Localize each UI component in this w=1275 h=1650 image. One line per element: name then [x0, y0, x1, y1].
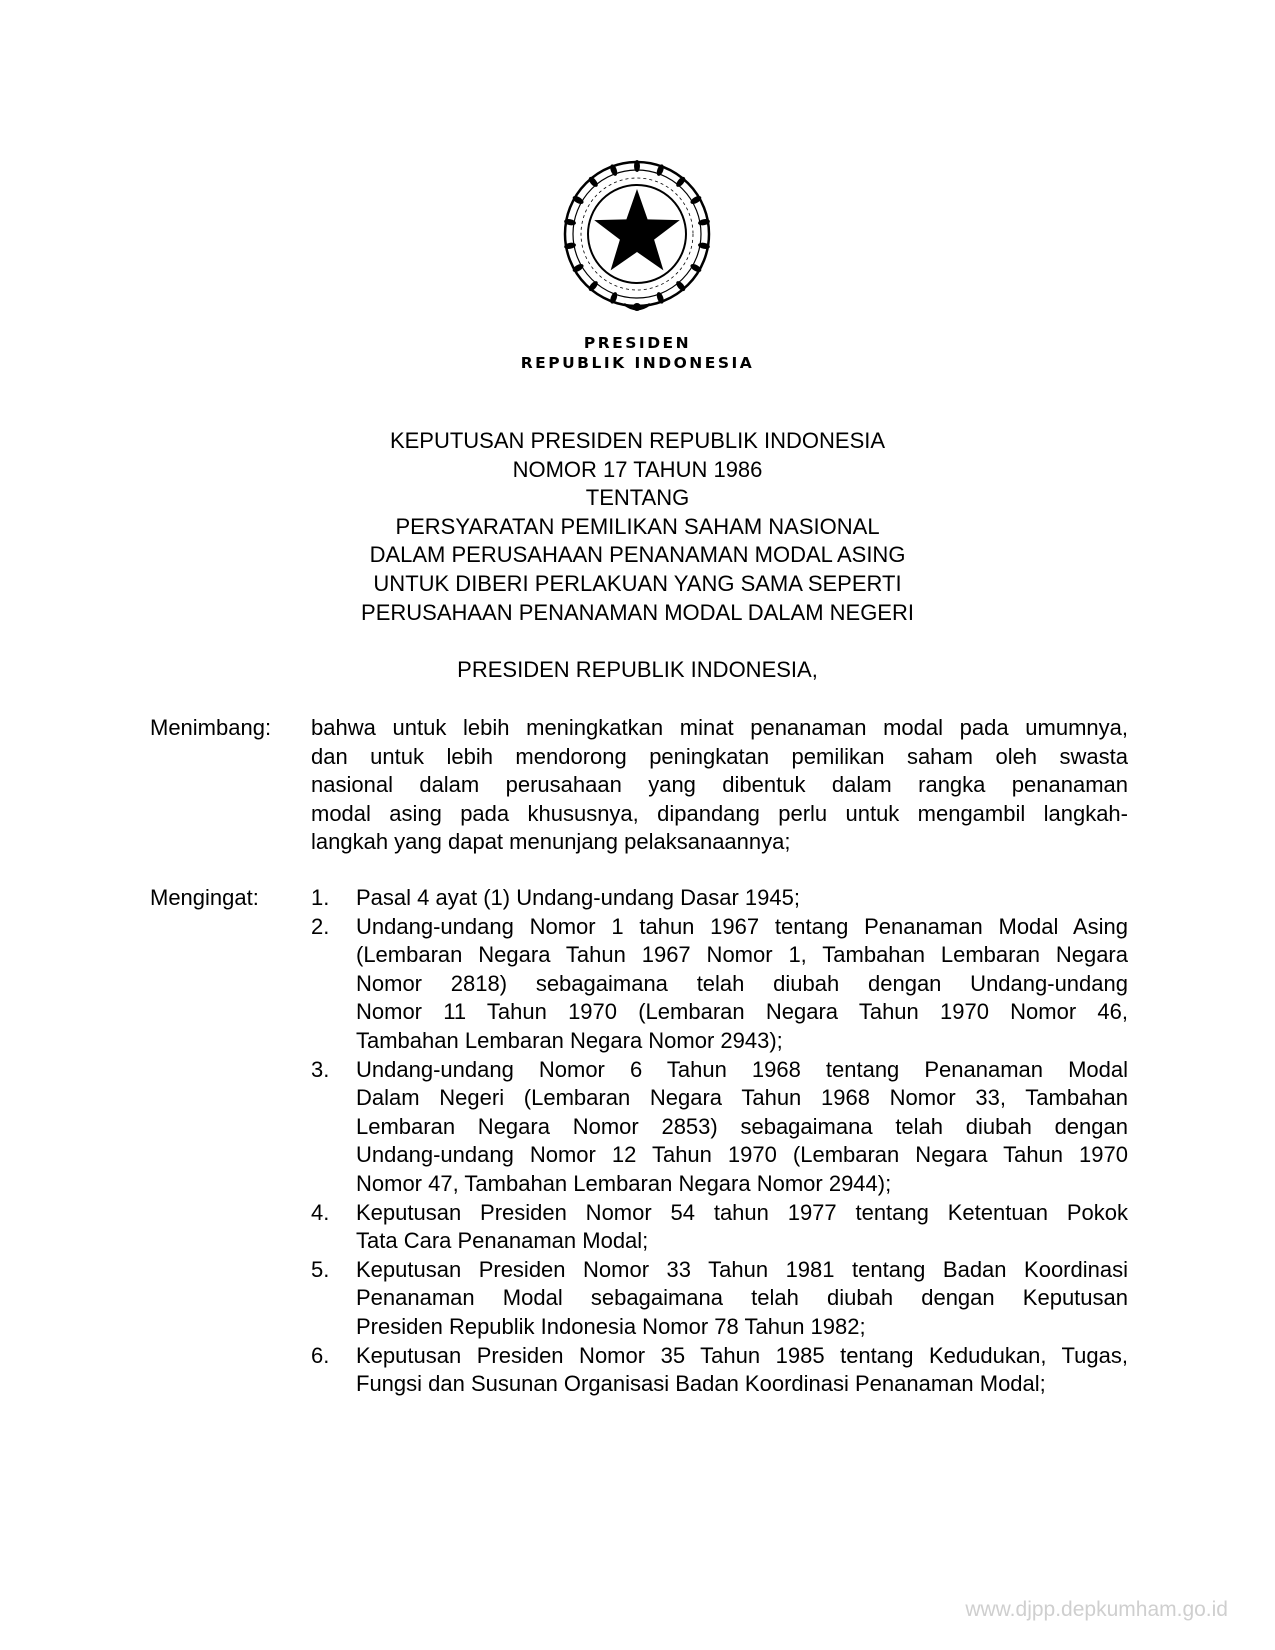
title-line: NOMOR 17 TAHUN 1986	[512, 456, 763, 482]
paragraph-line: langkah yang dapat menunjang pelaksanaannya;	[311, 829, 791, 855]
list-line: Dalam Negeri (Lembaran Negara Tahun 1968 Nomor 33, Tambahan	[356, 1085, 1128, 1111]
decree-title	[0, 427, 1275, 627]
list-line: Tambahan Lembaran Negara Nomor 2943);	[356, 1027, 783, 1053]
list-number: 4.	[311, 1199, 330, 1225]
mengingat-label: Mengingat:	[150, 885, 259, 910]
list-line: Keputusan Presiden Nomor 35 Tahun 1985 tentang Kedudukan, Tugas,	[356, 1342, 1128, 1368]
list-line: Tata Cara Penanaman Modal;	[356, 1228, 649, 1254]
list-line: Undang-undang Nomor 6 Tahun 1968 tentang Penanaman Modal	[356, 1056, 1128, 1082]
presidential-seal-emblem	[556, 158, 718, 320]
preamble: PRESIDEN REPUBLIK INDONESIA,	[457, 657, 818, 682]
list-line: Undang-undang Nomor 1 tahun 1967 tentang Penanaman Modal Asing	[356, 913, 1128, 939]
list-item	[311, 913, 1128, 1056]
title-line: KEPUTUSAN PRESIDEN REPUBLIK INDONESIA	[389, 428, 886, 453]
list-item	[311, 1256, 1128, 1342]
list-line: Undang-undang Nomor 12 Tahun 1970 (Lembaran Negara Tahun 1970	[356, 1142, 1128, 1168]
star-wreath-icon	[556, 158, 718, 320]
watermark-url: www.djpp.depkumham.go.id	[965, 1598, 1228, 1621]
list-line: Nomor 11 Tahun 1970 (Lembaran Negara Tahun 1970 Nomor 46,	[356, 999, 1128, 1025]
paragraph-line: dan untuk lebih mendorong peningkatan pemilikan saham oleh swasta	[311, 743, 1128, 769]
list-line: Presiden Republik Indonesia Nomor 78 Tahun 1982;	[356, 1313, 866, 1339]
title-line: DALAM PERUSAHAAN PENANAMAN MODAL ASING	[369, 542, 906, 568]
list-line: Keputusan Presiden Nomor 33 Tahun 1981 tentang Badan Koordinasi	[356, 1256, 1128, 1282]
title-line: PERSYARATAN PEMILIKAN SAHAM NASIONAL	[395, 513, 880, 539]
title-line: PERUSAHAAN PENANAMAN MODAL DALAM NEGERI	[361, 599, 914, 625]
seal-caption-line2: REPUBLIK INDONESIA	[520, 354, 755, 372]
list-line: Nomor 47, Tambahan Lembaran Negara Nomor 2944);	[356, 1170, 892, 1196]
menimbang-paragraph	[311, 714, 1128, 857]
list-line: Pasal 4 ayat (1) Undang-undang Dasar 1945;	[356, 885, 800, 910]
list-line: Fungsi dan Susunan Organisasi Badan Koordinasi Penanaman Modal;	[356, 1371, 1046, 1397]
paragraph-line: modal asing pada khususnya, dipandang perlu untuk mengambil langkah-	[311, 800, 1128, 826]
paragraph-line: nasional dalam perusahaan yang dibentuk dalam rangka penanaman	[311, 772, 1128, 798]
list-number: 5.	[311, 1256, 330, 1282]
list-line: Keputusan Presiden Nomor 54 tahun 1977 tentang Ketentuan Pokok	[356, 1199, 1128, 1225]
seal-caption-line1: PRESIDEN	[583, 334, 692, 352]
list-line: Lembaran Negara Nomor 2853) sebagaimana telah diubah dengan	[356, 1113, 1128, 1139]
list-item	[311, 1199, 1128, 1256]
menimbang-label: Menimbang:	[150, 715, 272, 740]
title-line: UNTUK DIBERI PERLAKUAN YANG SAMA SEPERTI	[373, 570, 902, 596]
paragraph-line: bahwa untuk lebih meningkatkan minat penanaman modal pada umumnya,	[311, 715, 1128, 740]
title-line: TENTANG	[585, 485, 690, 511]
list-number: 3.	[311, 1056, 330, 1082]
list-line: (Lembaran Negara Tahun 1967 Nomor 1, Tambahan Lembaran Negara	[356, 942, 1128, 968]
list-line: Penanaman Modal sebagaimana telah diubah dengan Keputusan	[356, 1285, 1128, 1311]
list-number: 6.	[311, 1342, 330, 1368]
list-line: Nomor 2818) sebagaimana telah diubah dengan Undang-undang	[356, 970, 1128, 996]
list-number: 2.	[311, 913, 330, 939]
mengingat-list	[311, 884, 1128, 1399]
list-item	[311, 1056, 1128, 1199]
list-number: 1.	[311, 885, 330, 910]
list-item	[311, 884, 1128, 913]
list-item	[311, 1342, 1128, 1399]
